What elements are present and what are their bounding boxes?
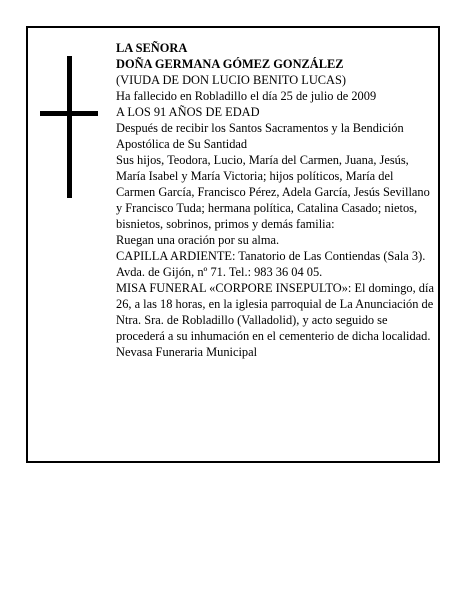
cross-vertical-bar: [67, 56, 72, 198]
sacraments-line: Después de recibir los Santos Sacramentos y la Bendición Apostólica de Su Santidad: [116, 121, 404, 151]
chapel-info: CAPILLA ARDIENTE: Tanatorio de Las Contiendas (Sala 3). Avda. de Gijón, nº 71. Tel.: 983 36 04 05.: [116, 249, 426, 279]
cross-icon: [40, 56, 98, 198]
cross-horizontal-bar: [40, 111, 98, 116]
notice-text: [116, 40, 434, 360]
obituary-notice: [26, 26, 440, 463]
deceased-name: DOÑA GERMANA GÓMEZ GONZÁLEZ: [116, 57, 344, 71]
title-line: LA SEÑORA: [116, 41, 188, 55]
family-paragraph: Sus hijos, Teodora, Lucio, María del Carmen, Juana, Jesús, María Isabel y María Victoria; hijos políticos, María del Carmen García, Francisco Pérez, Adela García, Jesús Sevillano y Francisco Tuda; hermana política, Catalina Casado; nietos, bisnietos, sobrinos, primos y demás familia:: [116, 153, 430, 231]
funeral-mass-info: MISA FUNERAL «CORPORE INSEPULTO»: El domingo, día 26, a las 18 horas, en la iglesia parroquial de La Anunciación de Ntra. Sra. de Robladillo (Valladolid), y acto seguido se procederá a su inhumación en el cementerio de dicha localidad.: [116, 281, 434, 343]
widow-of-line: (VIUDA DE DON LUCIO BENITO LUCAS): [116, 73, 347, 87]
prayer-request: Ruegan una oración por su alma.: [116, 233, 280, 247]
funeral-home: Nevasa Funeraria Municipal: [116, 345, 258, 359]
death-announcement: Ha fallecido en Robladillo el día 25 de julio de 2009: [116, 89, 377, 103]
age-line: A LOS 91 AÑOS DE EDAD: [116, 105, 260, 119]
